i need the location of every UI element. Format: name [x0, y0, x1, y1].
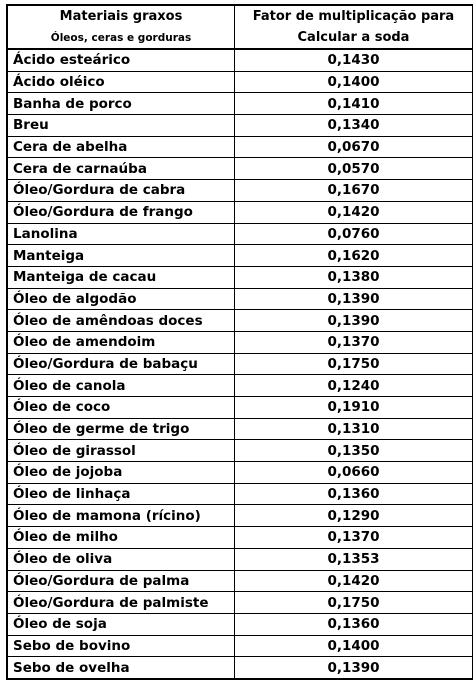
factor-value-cell: 0,1390	[235, 657, 473, 679]
factor-value-cell: 0,1390	[235, 310, 473, 332]
table-row	[8, 592, 473, 614]
material-name-cell: Óleo de oliva	[8, 548, 235, 570]
table-row	[8, 440, 473, 462]
material-name-cell: Óleo de coco	[8, 397, 235, 419]
table-row	[8, 71, 473, 93]
table-row	[8, 418, 473, 440]
factor-value-cell: 0,1750	[235, 592, 473, 614]
factor-value-cell: 0,1350	[235, 440, 473, 462]
table-row	[8, 462, 473, 484]
material-name-cell: Óleo de germe de trigo	[8, 418, 235, 440]
material-name-cell: Manteiga de cacau	[8, 266, 235, 288]
material-name-cell: Óleo de canola	[8, 375, 235, 397]
material-name-cell: Manteiga	[8, 245, 235, 267]
table-row	[8, 635, 473, 657]
factor-value-cell: 0,1360	[235, 613, 473, 635]
material-name-cell: Óleo de soja	[8, 613, 235, 635]
factor-value-cell: 0,1340	[235, 115, 473, 137]
table-row	[8, 483, 473, 505]
factor-value-cell: 0,1430	[235, 49, 473, 71]
table-row	[8, 527, 473, 549]
table-row	[8, 331, 473, 353]
factor-value-cell: 0,1310	[235, 418, 473, 440]
factor-value-cell: 0,1370	[235, 331, 473, 353]
factor-value-cell: 0,0670	[235, 136, 473, 158]
material-name-cell: Sebo de bovino	[8, 635, 235, 657]
saponification-table	[7, 5, 473, 679]
factor-value-cell: 0,1670	[235, 180, 473, 202]
material-name-cell: Óleo de jojoba	[8, 462, 235, 484]
header-row-main	[8, 6, 473, 28]
material-name-cell: Óleo de girassol	[8, 440, 235, 462]
material-name-cell: Óleo de linhaça	[8, 483, 235, 505]
factor-value-cell: 0,1400	[235, 635, 473, 657]
table-body	[8, 49, 473, 678]
material-name-cell: Óleo/Gordura de palmiste	[8, 592, 235, 614]
table-row	[8, 353, 473, 375]
material-name-cell: Breu	[8, 115, 235, 137]
material-name-cell: Óleo/Gordura de palma	[8, 570, 235, 592]
factor-value-cell: 0,1750	[235, 353, 473, 375]
factor-value-cell: 0,1370	[235, 527, 473, 549]
factor-value-cell: 0,0660	[235, 462, 473, 484]
table-row	[8, 613, 473, 635]
table-row	[8, 223, 473, 245]
factor-value-cell: 0,1240	[235, 375, 473, 397]
table-row	[8, 93, 473, 115]
material-name-cell: Lanolina	[8, 223, 235, 245]
saponification-table-container	[6, 4, 473, 680]
material-name-cell: Óleo/Gordura de cabra	[8, 180, 235, 202]
factor-value-cell: 0,1410	[235, 93, 473, 115]
table-row	[8, 201, 473, 223]
material-name-cell: Óleo de amendoim	[8, 331, 235, 353]
table-row	[8, 180, 473, 202]
table-row	[8, 136, 473, 158]
table-row	[8, 158, 473, 180]
material-name-cell: Cera de carnaúba	[8, 158, 235, 180]
factor-value-cell: 0,1620	[235, 245, 473, 267]
material-name-cell: Banha de porco	[8, 93, 235, 115]
table-row	[8, 548, 473, 570]
factor-value-cell: 0,1910	[235, 397, 473, 419]
table-row	[8, 266, 473, 288]
material-name-cell: Ácido oléico	[8, 71, 235, 93]
factor-value-cell: 0,1360	[235, 483, 473, 505]
column-subheader-factor: Calcular a soda	[235, 27, 473, 49]
material-name-cell: Sebo de ovelha	[8, 657, 235, 679]
material-name-cell: Óleo/Gordura de babaçu	[8, 353, 235, 375]
header-row-sub	[8, 27, 473, 49]
table-row	[8, 49, 473, 71]
table-row	[8, 115, 473, 137]
table-row	[8, 288, 473, 310]
material-name-cell: Ácido esteárico	[8, 49, 235, 71]
table-row	[8, 310, 473, 332]
table-row	[8, 570, 473, 592]
column-header-materials: Materiais graxos	[8, 6, 235, 28]
factor-value-cell: 0,1380	[235, 266, 473, 288]
factor-value-cell: 0,0570	[235, 158, 473, 180]
material-name-cell: Óleo de amêndoas doces	[8, 310, 235, 332]
material-name-cell: Cera de abelha	[8, 136, 235, 158]
factor-value-cell: 0,1290	[235, 505, 473, 527]
column-header-factor: Fator de multiplicação para	[235, 6, 473, 28]
material-name-cell: Óleo de mamona (rícino)	[8, 505, 235, 527]
factor-value-cell: 0,1390	[235, 288, 473, 310]
material-name-cell: Óleo de algodão	[8, 288, 235, 310]
material-name-cell: Óleo de milho	[8, 527, 235, 549]
column-subheader-materials: Óleos, ceras e gorduras	[8, 27, 235, 49]
factor-value-cell: 0,0760	[235, 223, 473, 245]
table-row	[8, 505, 473, 527]
table-row	[8, 375, 473, 397]
material-name-cell: Óleo/Gordura de frango	[8, 201, 235, 223]
table-row	[8, 397, 473, 419]
factor-value-cell: 0,1400	[235, 71, 473, 93]
table-row	[8, 245, 473, 267]
factor-value-cell: 0,1420	[235, 570, 473, 592]
factor-value-cell: 0,1420	[235, 201, 473, 223]
factor-value-cell: 0,1353	[235, 548, 473, 570]
table-header	[8, 6, 473, 50]
table-row	[8, 657, 473, 679]
